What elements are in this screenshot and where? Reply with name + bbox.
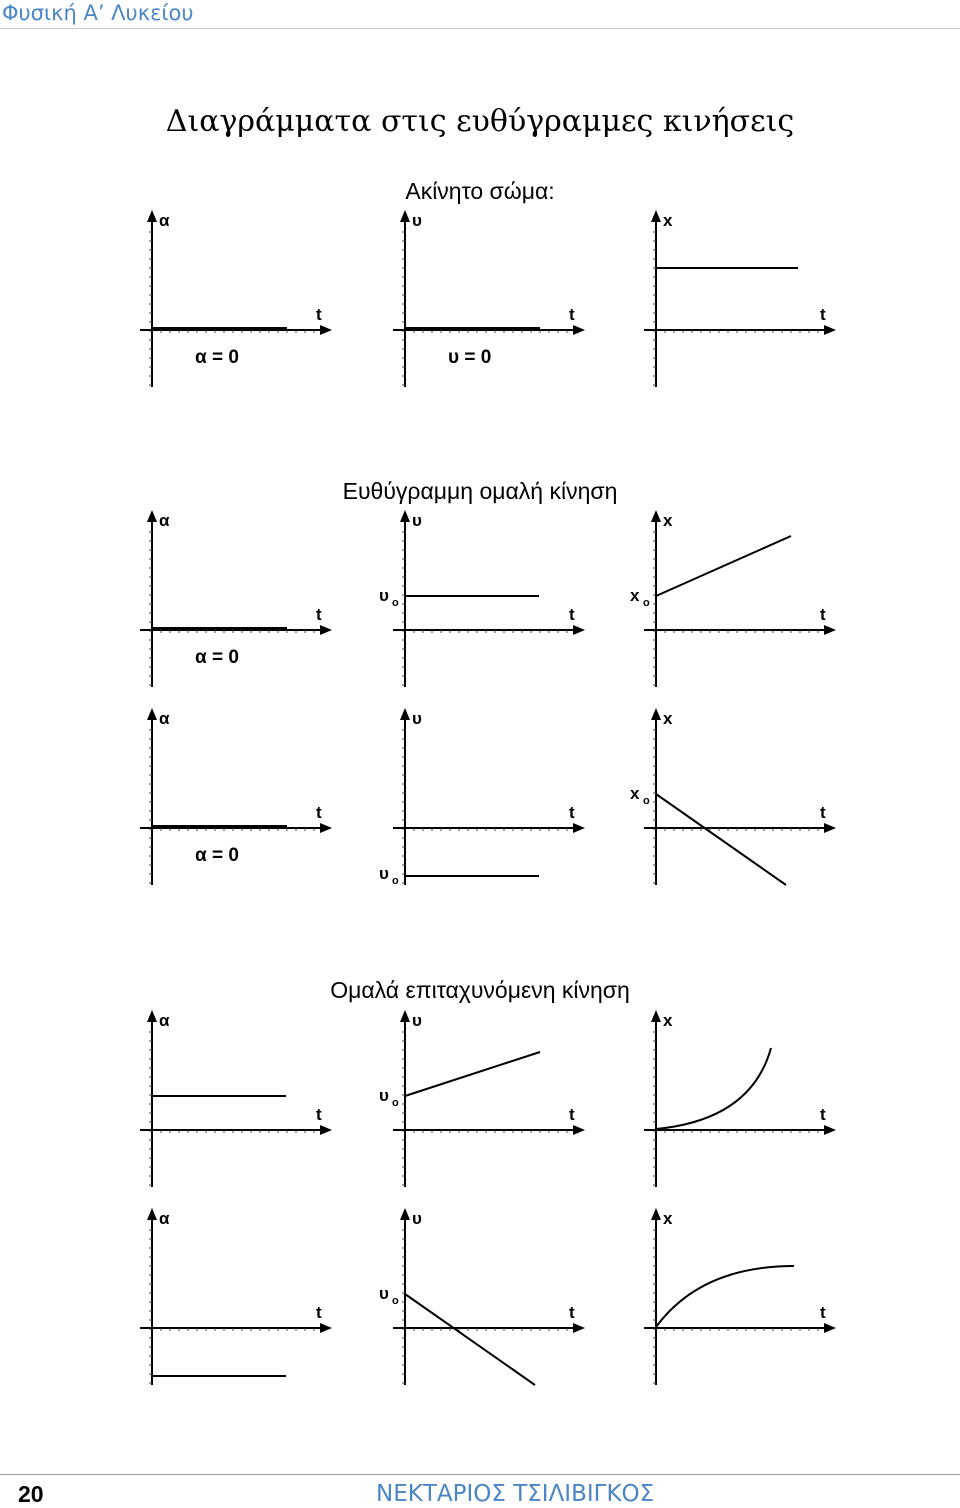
y-axis-arrow bbox=[400, 510, 410, 522]
u-axis-label: υ bbox=[412, 709, 422, 728]
y-axis-arrow bbox=[400, 1208, 410, 1220]
y-axis-arrow bbox=[651, 210, 661, 222]
t-axis-label: t bbox=[569, 1303, 575, 1322]
u0-label: υ bbox=[379, 1086, 389, 1105]
t-axis-arrow bbox=[320, 823, 332, 833]
t-axis-label: t bbox=[316, 803, 322, 822]
x0-label: x bbox=[630, 784, 640, 803]
t-axis-label: t bbox=[820, 1105, 826, 1124]
y-axis-arrow bbox=[147, 1010, 157, 1022]
t-axis-label: t bbox=[820, 605, 826, 624]
u_zero-label: υ = 0 bbox=[448, 347, 492, 368]
x-axis-label: x bbox=[663, 709, 673, 728]
t-axis-arrow bbox=[320, 1125, 332, 1135]
u-axis-label: υ bbox=[412, 1209, 422, 1228]
graph-line bbox=[656, 794, 786, 885]
t-axis-label: t bbox=[316, 1303, 322, 1322]
u0-label: υ bbox=[379, 1284, 389, 1303]
a_zero-label: α = 0 bbox=[195, 647, 239, 668]
u0-subscript: o bbox=[392, 1295, 399, 1307]
section-title-uniform: Ευθύγραμμη ομαλή κίνηση bbox=[342, 478, 618, 504]
t-axis-arrow bbox=[824, 325, 836, 335]
t-axis-label: t bbox=[316, 605, 322, 624]
page-number: 20 bbox=[18, 1481, 44, 1507]
graph-line bbox=[656, 536, 791, 596]
y-axis-arrow bbox=[651, 1010, 661, 1022]
y-axis-arrow bbox=[651, 708, 661, 720]
y-axis-arrow bbox=[147, 1208, 157, 1220]
u0-subscript: o bbox=[392, 875, 399, 887]
t-axis-arrow bbox=[573, 325, 585, 335]
u0-label: υ bbox=[379, 586, 389, 605]
x0-subscript: o bbox=[643, 597, 650, 609]
t-axis-label: t bbox=[569, 305, 575, 324]
u0-subscript: o bbox=[392, 1097, 399, 1109]
t-axis-label: t bbox=[316, 1105, 322, 1124]
x-axis-label: x bbox=[663, 1209, 673, 1228]
a-axis-label: α bbox=[159, 511, 170, 530]
y-axis-arrow bbox=[400, 210, 410, 222]
y-axis-arrow bbox=[147, 708, 157, 720]
x-axis-label: x bbox=[663, 1011, 673, 1030]
t-axis-arrow bbox=[824, 823, 836, 833]
t-axis-label: t bbox=[820, 803, 826, 822]
t-axis-arrow bbox=[824, 625, 836, 635]
t-axis-label: t bbox=[569, 1105, 575, 1124]
a_zero-label: α = 0 bbox=[195, 347, 239, 368]
u0-label: υ bbox=[379, 864, 389, 883]
t-axis-arrow bbox=[320, 1323, 332, 1333]
x-axis-label: x bbox=[663, 211, 673, 230]
a-axis-label: α bbox=[159, 709, 170, 728]
x-axis-label: x bbox=[663, 511, 673, 530]
t-axis-label: t bbox=[569, 605, 575, 624]
u-axis-label: υ bbox=[412, 211, 422, 230]
section-title-rest: Ακίνητο σώμα: bbox=[405, 178, 555, 204]
page-title: Διαγράμματα στις ευθύγραμμες κινήσεις bbox=[165, 104, 795, 139]
t-axis-arrow bbox=[320, 325, 332, 335]
a-axis-label: α bbox=[159, 1209, 170, 1228]
y-axis-arrow bbox=[400, 1010, 410, 1022]
t-axis-label: t bbox=[820, 305, 826, 324]
x0-subscript: o bbox=[643, 795, 650, 807]
t-axis-label: t bbox=[820, 1303, 826, 1322]
graph-line bbox=[405, 1052, 540, 1096]
t-axis-arrow bbox=[573, 1125, 585, 1135]
header-text: Φυσική Α’ Λυκείου bbox=[2, 1, 194, 25]
y-axis-arrow bbox=[651, 1208, 661, 1220]
t-axis-arrow bbox=[320, 625, 332, 635]
x0-label: x bbox=[630, 586, 640, 605]
t-axis-arrow bbox=[573, 823, 585, 833]
y-axis-arrow bbox=[147, 210, 157, 222]
y-axis-arrow bbox=[651, 510, 661, 522]
a_zero-label: α = 0 bbox=[195, 845, 239, 866]
graph-curve bbox=[656, 1266, 794, 1327]
a-axis-label: α bbox=[159, 211, 170, 230]
u0-subscript: o bbox=[392, 597, 399, 609]
t-axis-arrow bbox=[573, 625, 585, 635]
a-axis-label: α bbox=[159, 1011, 170, 1030]
y-axis-arrow bbox=[400, 708, 410, 720]
section-title-accelerated: Ομαλά επιταχυνόμενη κίνηση bbox=[330, 977, 630, 1003]
t-axis-label: t bbox=[569, 803, 575, 822]
page-footer bbox=[0, 1474, 960, 1508]
graph-line bbox=[405, 1294, 535, 1385]
u-axis-label: υ bbox=[412, 511, 422, 530]
y-axis-arrow bbox=[147, 510, 157, 522]
u-axis-label: υ bbox=[412, 1011, 422, 1030]
t-axis-arrow bbox=[824, 1125, 836, 1135]
t-axis-arrow bbox=[573, 1323, 585, 1333]
t-axis-arrow bbox=[824, 1323, 836, 1333]
author-name: ΝΕΚΤΑΡΙΟΣ ΤΣΙΛΙΒΙΓΚΟΣ bbox=[376, 1481, 655, 1507]
graph-curve bbox=[656, 1048, 771, 1129]
t-axis-label: t bbox=[316, 305, 322, 324]
